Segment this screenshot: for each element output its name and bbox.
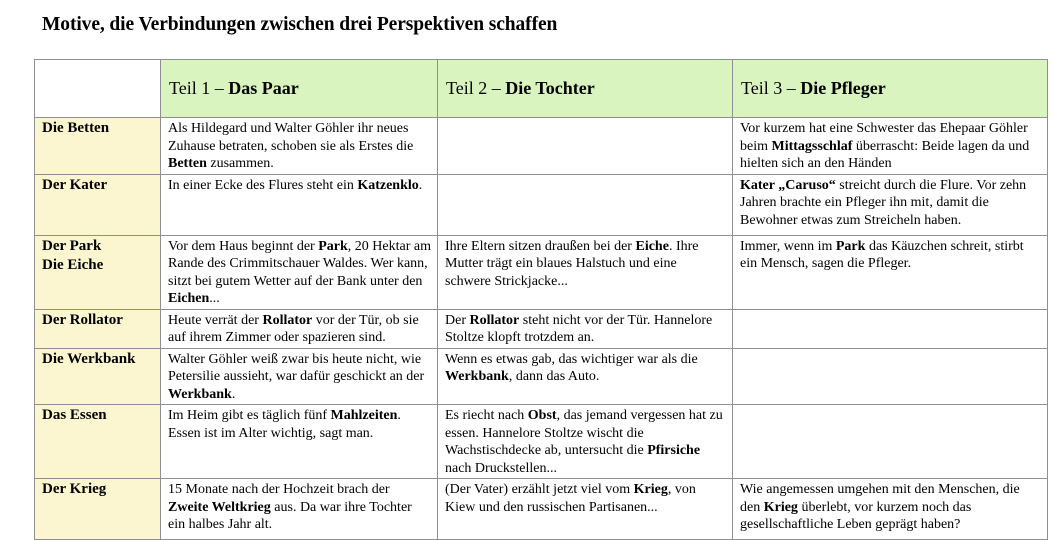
table-row	[35, 235, 1048, 309]
header-part-1	[161, 60, 438, 118]
cell-part-1	[161, 309, 438, 348]
cell-text: Vor dem Haus beginnt der	[168, 238, 319, 254]
motif-keyword: Katzenklo	[357, 177, 419, 193]
cell-text: Der	[445, 312, 470, 328]
cell-text: Immer, wenn im	[740, 238, 836, 254]
cell-text: .	[231, 386, 236, 402]
document-title: Motive, die Verbindungen zwischen drei Perspektiven schaffen	[42, 14, 558, 35]
motif-keyword: Krieg	[763, 499, 798, 515]
cell-text: streicht durch die Flure. Vor zehn Jahren brachte ein Pfleger ihn mit, damit die Bewohner etwas zum Streicheln haben.	[740, 177, 1027, 228]
motif-label	[35, 309, 161, 348]
motif-label	[35, 235, 161, 309]
header-part-3-prefix: Teil 3 –	[741, 78, 801, 99]
cell-text: zusammen.	[206, 156, 274, 171]
motif-keyword: Rollator	[469, 312, 520, 328]
cell-text: , dann das Auto.	[508, 369, 600, 384]
header-part-2-prefix: Teil 2 –	[446, 78, 506, 99]
header-part-3-title: Die Pfleger	[800, 78, 886, 99]
motif-keyword: Eiche	[635, 238, 669, 254]
motif-label-text: Der Krieg	[42, 481, 107, 497]
table-body	[35, 118, 1048, 540]
cell-text: . Essen ist im Alter wichtig, sagt man.	[168, 408, 401, 441]
cell-part-1	[161, 118, 438, 175]
cell-text: das Käuzchen schreit, stirbt ein Mensch, sagen die Pfleger.	[740, 238, 1024, 271]
header-part-2	[438, 60, 733, 118]
cell-text: nach Druckstellen...	[445, 460, 557, 476]
motif-label-text: Die Werkbank	[42, 350, 136, 367]
cell-part-3	[733, 174, 1048, 235]
cell-part-1	[161, 479, 438, 540]
cell-text: , 20 Hektar am Rande des Crimmitschauer Waldes. Wer kann, sitzt bei gutem Wetter auf der Bank unter den	[168, 238, 431, 289]
motif-keyword: Park	[835, 238, 866, 254]
cell-text: überrascht: Beide lagen da und hielten sich an den Händen	[740, 138, 1030, 171]
cell-text: Heute verrät der	[168, 312, 263, 328]
cell-text: Als Hildegard und Walter Göhler ihr neues Zuhause betraten, schoben sie als Erstes die	[168, 121, 414, 154]
cell-text: überlebt, vor kurzem noch das gesellschaftliche Leben geprägt haben?	[740, 499, 972, 532]
motif-keyword: Rollator	[262, 312, 313, 328]
cell-text: .	[418, 177, 423, 193]
motif-label	[35, 348, 161, 405]
cell-part-2	[438, 348, 733, 405]
motif-label	[35, 118, 161, 175]
cell-text: Wenn es etwas gab, das wichtiger war als die	[445, 351, 698, 367]
motif-label-text: Der Park	[42, 237, 102, 254]
header-corner-cell	[35, 60, 161, 118]
header-part-3	[733, 60, 1048, 118]
motif-label	[35, 405, 161, 479]
cell-part-3	[733, 235, 1048, 309]
motif-label-text: Der Rollator	[42, 311, 123, 328]
motif-keyword: Mahlzeiten	[330, 408, 398, 423]
cell-text: Ihre Eltern sitzen draußen bei der	[445, 238, 636, 254]
cell-part-1	[161, 348, 438, 405]
cell-part-2	[438, 405, 733, 479]
motif-keyword: Zweite Weltkrieg	[168, 499, 271, 515]
table-row	[35, 118, 1048, 175]
motif-keyword: Park	[318, 238, 348, 254]
table-row	[35, 405, 1048, 479]
cell-part-3	[733, 118, 1048, 175]
cell-text: ...	[209, 291, 220, 306]
cell-part-1	[161, 174, 438, 235]
header-part-1-title: Das Paar	[228, 78, 299, 99]
motif-keyword: Krieg	[633, 482, 668, 497]
motif-table	[34, 59, 1048, 540]
header-part-1-prefix: Teil 1 –	[169, 78, 229, 99]
motif-keyword: Obst	[527, 408, 557, 423]
cell-part-3	[733, 348, 1048, 405]
header-row	[35, 60, 1048, 118]
cell-text: Wie angemessen umgehen mit den Menschen, die den	[740, 482, 1020, 515]
motif-label	[35, 174, 161, 235]
cell-text: steht nicht vor der Tür. Hannelore Stoltze klopft trotzdem an.	[445, 312, 713, 345]
cell-part-2	[438, 479, 733, 540]
cell-text: , von Kiew und den russischen Partisanen...	[445, 482, 696, 515]
motif-label-text: Der Kater	[42, 176, 108, 193]
table-row	[35, 348, 1048, 405]
cell-text: vor der Tür, ob sie auf ihrem Zimmer oder spazieren sind.	[168, 312, 419, 345]
table-row	[35, 174, 1048, 235]
cell-part-2	[438, 309, 733, 348]
table-row	[35, 309, 1048, 348]
cell-text: (Der Vater) erzählt jetzt viel vom	[445, 482, 634, 497]
motif-keyword: Werkbank	[445, 369, 509, 384]
motif-label	[35, 479, 161, 540]
cell-part-2	[438, 174, 733, 235]
motif-label-text: Das Essen	[42, 407, 107, 423]
cell-part-2	[438, 235, 733, 309]
motif-label-text: Die Eiche	[42, 256, 104, 273]
cell-part-3	[733, 479, 1048, 540]
cell-text: Vor kurzem hat eine Schwester das Ehepaar Göhler beim	[740, 121, 1028, 154]
cell-part-2	[438, 118, 733, 175]
motif-keyword: Werkbank	[168, 386, 232, 402]
cell-part-3	[733, 405, 1048, 479]
motif-keyword: Eichen	[168, 291, 210, 306]
header-part-2-title: Die Tochter	[505, 78, 595, 99]
cell-text: aus. Da war ihre Tochter ein halbes Jahr alt.	[168, 499, 412, 532]
cell-text: Walter Göhler weiß zwar bis heute nicht, wie Petersilie aussieht, war dafür geschickt an der	[168, 351, 425, 384]
cell-part-1	[161, 405, 438, 479]
cell-part-1	[161, 235, 438, 309]
cell-part-3	[733, 309, 1048, 348]
table-row	[35, 479, 1048, 540]
cell-text: . Ihre Mutter trägt ein blaues Halstuch und eine schwere Strickjacke...	[445, 238, 699, 289]
cell-text: , das jemand vergessen hat zu essen. Hannelore Stoltze wischt die Wachstischdecke ab, untersucht die	[445, 408, 723, 458]
motif-keyword: Pfirsiche	[647, 443, 701, 458]
motif-keyword: Kater „Caruso“	[740, 177, 836, 193]
motif-keyword: Mittagsschlaf	[771, 138, 853, 154]
cell-text: Es riecht nach	[445, 408, 528, 423]
motif-label-text: Die Betten	[42, 120, 110, 136]
cell-text: Im Heim gibt es täglich fünf	[168, 408, 331, 423]
cell-text: In einer Ecke des Flures steht ein	[168, 177, 358, 193]
motif-keyword: Betten	[168, 156, 207, 171]
cell-text: 15 Monate nach der Hochzeit brach der	[168, 482, 390, 497]
